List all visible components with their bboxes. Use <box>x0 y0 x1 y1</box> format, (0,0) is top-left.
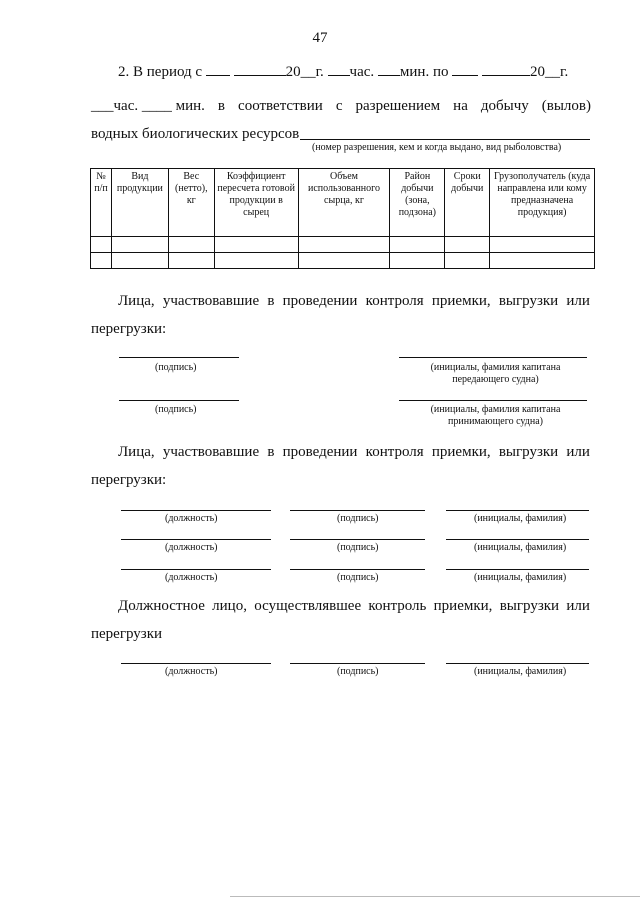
table-cell[interactable] <box>168 237 214 253</box>
table-cell[interactable] <box>390 253 445 269</box>
name-line[interactable] <box>446 663 589 664</box>
word: (вылов) <box>541 98 591 114</box>
position-line[interactable] <box>121 539 271 540</box>
header-consignee: Грузополучатель (куда направлена или кому предназначена продукция) <box>490 169 595 237</box>
word: в <box>267 293 275 309</box>
hour-blank[interactable] <box>328 63 350 76</box>
table-cell[interactable] <box>445 253 490 269</box>
position-line[interactable] <box>121 510 271 511</box>
captain-receiving-caption: (инициалы, фамилия капитана принимающего судна) <box>430 404 561 427</box>
word: контроль <box>368 598 427 614</box>
word: выгрузки <box>499 598 560 614</box>
captain-name-line[interactable] <box>399 357 587 358</box>
word: лицо, <box>212 598 247 614</box>
section2-heading <box>118 444 590 461</box>
position-caption: (должность) <box>165 666 218 677</box>
year-label-1: 20__г. <box>285 64 324 80</box>
name-line[interactable] <box>446 569 589 570</box>
table-cell[interactable] <box>298 237 390 253</box>
header-area: Район добычи (зона, подзона) <box>390 169 445 237</box>
header-product: Вид продукции <box>111 169 168 237</box>
signature-line[interactable] <box>290 539 425 540</box>
word: проведении <box>282 444 358 460</box>
section3-heading <box>118 598 590 615</box>
word: приемки, <box>433 598 493 614</box>
month-blank[interactable] <box>234 63 286 76</box>
captain-transferring-caption: (инициалы, фамилия капитана передающего судна) <box>430 362 561 385</box>
section1-heading <box>118 293 590 310</box>
word: Лица, <box>118 444 155 460</box>
signature-caption: (подпись) <box>155 362 197 373</box>
word: или <box>566 293 590 309</box>
period-line-3: водных биологических ресурсов <box>91 126 300 142</box>
table-cell[interactable] <box>490 237 595 253</box>
word: Должностное <box>118 598 205 614</box>
header-coefficient: Коэффициент пересчета готовой продукции в сырец <box>214 169 298 237</box>
word: осуществлявшее <box>254 598 362 614</box>
position-caption: (должность) <box>165 572 218 583</box>
word: на <box>453 98 468 114</box>
position-line[interactable] <box>121 569 271 570</box>
minute-blank[interactable] <box>378 63 400 76</box>
header-raw-volume: Объем использованного сырца, кг <box>298 169 390 237</box>
word: ___час. ____ мин. <box>91 98 205 114</box>
period-line-2 <box>91 98 591 115</box>
name-caption: (инициалы, фамилия) <box>474 542 567 553</box>
minutes-label: мин. по <box>399 64 449 80</box>
period-line-1 <box>118 63 568 81</box>
period-prefix: 2. В период с <box>118 64 203 80</box>
word: в <box>217 98 226 114</box>
word: проведении <box>282 293 358 309</box>
table-cell[interactable] <box>214 237 298 253</box>
month-blank-2[interactable] <box>482 63 530 76</box>
hours-label: час. <box>349 64 375 80</box>
section1-heading-line2: перегрузки: <box>91 321 167 337</box>
signature-caption: (подпись) <box>155 404 197 415</box>
signature-line[interactable] <box>119 357 239 358</box>
signature-caption: (подпись) <box>337 542 379 553</box>
word: участвовавшие <box>162 293 260 309</box>
signature-line[interactable] <box>290 569 425 570</box>
position-line[interactable] <box>121 663 271 664</box>
header-terms: Сроки добычи <box>445 169 490 237</box>
signature-caption: (подпись) <box>337 666 379 677</box>
signature-line[interactable] <box>119 400 239 401</box>
name-caption: (инициалы, фамилия) <box>474 572 567 583</box>
table-cell[interactable] <box>298 253 390 269</box>
word: или <box>566 444 590 460</box>
page-number: 47 <box>312 30 328 46</box>
signature-caption: (подпись) <box>337 513 379 524</box>
word: выгрузки <box>498 444 559 460</box>
table-cell[interactable] <box>168 253 214 269</box>
table-cell[interactable] <box>91 253 112 269</box>
word: соответствии <box>238 98 323 114</box>
name-caption: (инициалы, фамилия) <box>474 666 567 677</box>
table-cell[interactable] <box>91 237 112 253</box>
table-row <box>91 237 595 253</box>
table-row <box>91 253 595 269</box>
word: с <box>335 98 343 114</box>
captain-name-line[interactable] <box>399 400 587 401</box>
section3-heading-line2: перегрузки <box>91 626 163 642</box>
signature-line[interactable] <box>290 510 425 511</box>
word: разрешением <box>355 98 441 114</box>
table-cell[interactable] <box>445 237 490 253</box>
word: приемки, <box>431 293 491 309</box>
day-blank-2[interactable] <box>452 63 478 76</box>
table-cell[interactable] <box>390 237 445 253</box>
table-cell[interactable] <box>111 237 168 253</box>
word: контроля <box>365 293 424 309</box>
table-cell[interactable] <box>111 253 168 269</box>
signature-line[interactable] <box>290 663 425 664</box>
word: добычу <box>480 98 529 114</box>
position-caption: (должность) <box>165 513 218 524</box>
permit-caption: (номер разрешения, кем и когда выдано, вид рыболовства) <box>312 142 562 153</box>
word: участвовавшие <box>162 444 260 460</box>
permit-field[interactable] <box>300 139 590 140</box>
table-cell[interactable] <box>214 253 298 269</box>
name-caption: (инициалы, фамилия) <box>474 513 567 524</box>
word: Лица, <box>118 293 155 309</box>
header-number: № п/п <box>91 169 112 237</box>
word: контроля <box>365 444 424 460</box>
year-label-2: 20__г. <box>529 64 569 80</box>
header-weight: Вес (нетто), кг <box>168 169 214 237</box>
table-cell[interactable] <box>490 253 595 269</box>
word: или <box>566 598 590 614</box>
word: в <box>267 444 275 460</box>
word: выгрузки <box>498 293 559 309</box>
day-blank[interactable] <box>206 63 230 76</box>
name-line[interactable] <box>446 510 589 511</box>
name-line[interactable] <box>446 539 589 540</box>
page-edge <box>230 896 640 897</box>
section2-heading-line2: перегрузки: <box>91 472 167 488</box>
word: приемки, <box>431 444 491 460</box>
position-caption: (должность) <box>165 542 218 553</box>
signature-caption: (подпись) <box>337 572 379 583</box>
product-table <box>90 168 595 269</box>
